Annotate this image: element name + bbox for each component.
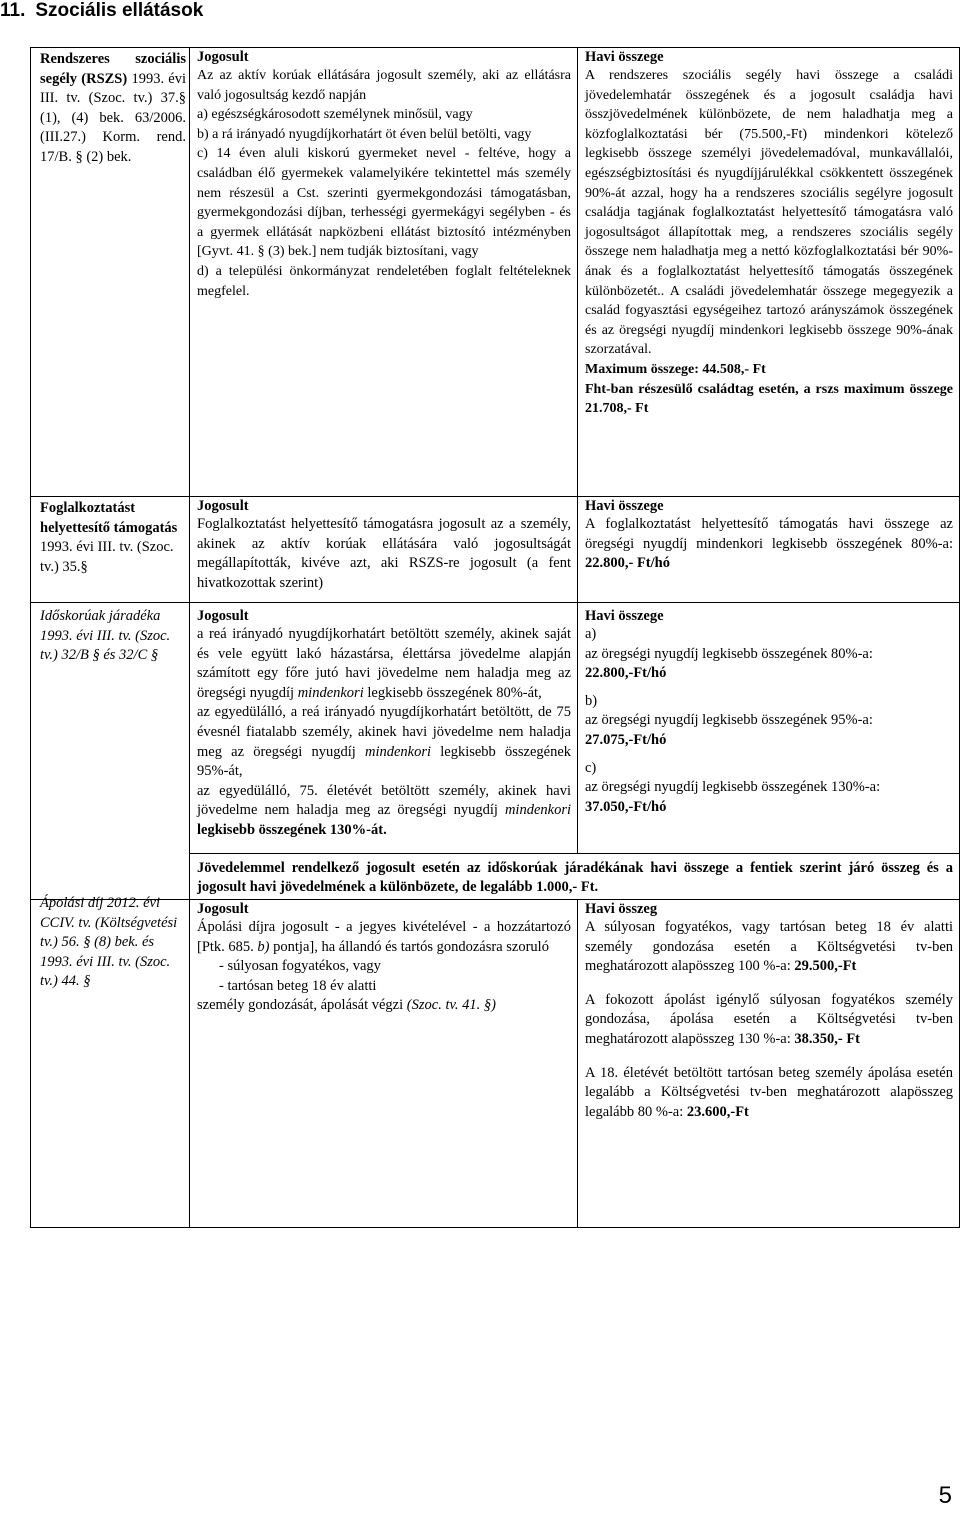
fht-title-cell xyxy=(31,497,190,603)
apolasi-jog-text-italic: b) xyxy=(257,938,270,955)
apolasi-jog-item1: - súlyosan fogyatékos, vagy xyxy=(219,958,381,975)
apolasi-havi-3-text: A 18. életévét betöltött tartósan beteg személy ápolása esetén legalább a Költségvetési tv-ben meghatározott alapösszeg legalább 80 %-a: xyxy=(585,1064,953,1120)
idoskoruak-jogosult-text xyxy=(190,625,577,841)
apolasi-havi-3 xyxy=(585,1064,953,1123)
table-row-rszs xyxy=(31,48,960,497)
apolasi-title: Ápolási díj xyxy=(40,895,104,911)
rszs-jog-a: a) egészségkárosodott személynek minősül, vagy xyxy=(197,107,473,123)
fht-jogosult-cell xyxy=(190,497,578,603)
fht-title: Foglalkoztatást helyettesítő támogatás xyxy=(40,500,178,536)
idoskoruak-span-note: Jövedelemmel rendelkező jogosult esetén az időskorúak járadékának havi összege a fentiek szerint járó összeg és a jogosult havi jövedelmének a különbözete, de legalább 1.000,- Ft. xyxy=(197,860,953,895)
spacer xyxy=(585,751,953,759)
apolasi-havi-1-amount: 29.500,-Ft xyxy=(794,958,857,975)
spacer xyxy=(585,684,953,692)
idoskoruak-jog-a-italic: mindenkori xyxy=(297,684,364,701)
apolasi-havi-header: Havi összeg xyxy=(585,901,658,917)
idoskoruak-jogosult-header: Jogosult xyxy=(197,608,249,624)
idoskoruak-title-cell xyxy=(31,603,190,854)
apolasi-havi-cell xyxy=(578,900,960,1228)
section-title: Szociális ellátások xyxy=(35,0,204,21)
fht-havi-amount: 22.800,- Ft/hó xyxy=(585,555,670,572)
fht-legal-ref: 1993. évi III. tv. (Szoc. tv.) 35.§ xyxy=(40,539,174,575)
rszs-havi-cell xyxy=(578,48,960,497)
idoskoruak-jog-a-end: legkisebb összegének 80%-át, xyxy=(367,684,542,701)
fht-jogosult-header: Jogosult xyxy=(197,498,249,514)
rszs-legal-ref: 1993. évi III. tv. (Szoc. tv.) 37.§ (1), (4) bek. 63/2006. (III.27.) Korm. rend. 17/B. § (2) bek. xyxy=(40,70,187,165)
idoskoruak-havi-c-text: az öregségi nyugdíj legkisebb összegének 130%-a: xyxy=(585,779,881,796)
fht-havi-text: A foglalkoztatást helyettesítő támogatás havi összege az öregségi nyugdíj mindenkori legkisebb összegének 80%-a: xyxy=(585,516,953,552)
apolasi-jog-ref: (Szoc. tv. 41. §) xyxy=(406,997,496,1014)
section-number: 11. xyxy=(0,0,26,21)
apolasi-title-block xyxy=(31,892,189,992)
apolasi-title-cell xyxy=(31,895,190,1228)
idoskoruak-havi-b-label: b) xyxy=(585,692,598,709)
rszs-jogosult-cell xyxy=(190,48,578,497)
rszs-jogosult-text xyxy=(190,66,577,301)
apolasi-jog-text2: pontja], ha állandó és tartós gondozásra szoruló xyxy=(273,938,549,955)
rszs-title-cell xyxy=(31,48,190,497)
idoskoruak-havi-c-amount: 37.050,-Ft/hó xyxy=(585,798,667,815)
idoskoruak-jog-b xyxy=(197,703,571,781)
apolasi-jog-main xyxy=(197,918,571,957)
idoskoruak-havi-cell xyxy=(578,603,960,854)
rszs-title-block xyxy=(31,48,189,167)
apolasi-jog-item2: - tartósan beteg 18 év alatti xyxy=(219,977,377,994)
fht-title-block xyxy=(31,497,189,577)
apolasi-jogosult-header: Jogosult xyxy=(197,901,249,917)
apolasi-jogosult-cell xyxy=(190,900,578,1228)
benefits-table xyxy=(30,47,960,1228)
table-row-apolasi xyxy=(31,900,960,1228)
table-row-fht xyxy=(31,497,960,603)
idoskoruak-havi-header: Havi összege xyxy=(585,608,664,624)
rszs-havi-header: Havi összege xyxy=(585,49,664,65)
idoskoruak-havi-b-amount: 27.075,-Ft/hó xyxy=(585,731,667,748)
apolasi-jog-text1: Ápolási díjra jogosult - a jegyes kivételével - a hozzátartozó [Ptk. 685. xyxy=(197,919,571,955)
idoskoruak-jog-b-italic: mindenkori xyxy=(365,743,432,760)
idoskoruak-havi-a-desc: az öregségi nyugdíj legkisebb összegének 80%-a: xyxy=(585,645,873,662)
apolasi-havi-2-text: A fokozott ápolást igénylő súlyosan fogyatékos személy gondozása, ápolása esetén a Költségvetési tv-ben meghatározott alapösszeg 130 %-a: xyxy=(585,991,953,1047)
rszs-title: Rendszeres szociális segély (RSZS) xyxy=(40,51,186,87)
idoskoruak-havi-b-text: az öregségi nyugdíj legkisebb összegének 95%-a: xyxy=(585,712,873,729)
idoskoruak-jog-c-italic: mindenkori xyxy=(504,802,571,819)
idoskoruak-note-cell xyxy=(190,854,960,900)
rszs-havi-text: A rendszeres szociális segély havi összege a családi jövedelemhatár összegének és a jogosult családja havi összjövedelmének különbözete, de nem haladhatja meg a közfoglalkoztatási bér (75.500,-Ft) mindenkori kötelező legkisebb összege személyi jövedelemadóval, munkavállalói, egészségbiztosítási és nyugdíjjárulékkal csökkentett összegének 90%-át azzal, hogy ha a rendszeres szociális segélyre jogosult családja tagjának foglalkoztatást helyettesítő támogatásra való jogosultságot állapítottak meg, a rendszeres szociális segély összege nem haladhatja meg a nettó közfoglalkoztatási bér 90%-ának és a foglalkoztatást helyettesítő támogatás összegének különbözetét.. A családi jövedelemhatár összege megegyezik a család fogyasztási egységeihez tartozó arányszámok összegének és az öregségi nyugdíj mindenkori legkisebb összege 90%-ának szorzatával. xyxy=(585,68,953,358)
idoskoruak-jog-c xyxy=(197,782,571,841)
idoskoruak-jog-b-text: az egyedülálló, a reá irányadó nyugdíjkorhatárt betöltött, de 75 évesnél fiatalabb személy, akinek havi jövedelme nem haladja meg az öregségi nyugdíj xyxy=(197,704,571,760)
page-number: 5 xyxy=(938,1482,952,1509)
fht-havi-header: Havi összege xyxy=(585,498,664,514)
apolasi-havi-1 xyxy=(585,918,953,977)
idoskoruak-havi-a-label: a) xyxy=(585,626,597,642)
rszs-jog-b: b) a rá irányadó nyugdíjkorhatárt öt éven belül betölti, vagy xyxy=(197,126,532,142)
idoskoruak-title-block xyxy=(31,603,189,666)
apolasi-jogosult-text xyxy=(190,918,577,1016)
rszs-havi-fht: Fht-ban részesülő családtag esetén, a rszs maximum összege 21.708,- Ft xyxy=(585,381,953,417)
idoskoruak-havi-a-text xyxy=(585,645,953,665)
idoskoruak-jogosult-cell xyxy=(190,603,578,854)
apolasi-legal-ref: 2012. évi CCIV. tv. (Költségvetési tv.) 56. § (8) bek. és 1993. évi III. tv. (Szoc. tv.) 44. § xyxy=(40,895,178,989)
rszs-jog-c: c) 14 éven aluli kiskorú gyermeket nevel - feltéve, hogy a családban élő gyermekek valamelyikére tekintettel más személy nem részesül a Cst. szerinti gyermekgondozási támogatásban, gyermekgondozási díjban, terhességi gyermekágyi segélyben - és a gyermek ellátását napközbeni ellátást biztosító intézményben [Gyvt. 41. § (3) bek.] nem tudják biztosítani, vagy xyxy=(197,146,571,260)
apolasi-jog-text3: személy gondozását, ápolását végzi xyxy=(197,997,404,1014)
idoskoruak-jog-c-end: legkisebb összegének 130%-át. xyxy=(197,821,387,838)
idoskoruak-legal-ref: 1993. évi III. tv. (Szoc. tv.) 32/B § és 32/C § xyxy=(40,627,171,663)
rszs-jogosult-header: Jogosult xyxy=(197,49,249,65)
idoskoruak-jog-a xyxy=(197,625,571,703)
spacer xyxy=(585,1050,953,1064)
rszs-havi-max: Maximum összege: 44.508,- Ft xyxy=(585,361,766,377)
table-row-idoskoruak xyxy=(31,603,960,854)
fht-havi-text-block xyxy=(578,515,959,574)
idoskoruak-havi-a-amount: 22.800,-Ft/hó xyxy=(585,665,667,682)
idoskoruak-havi-c-label: c) xyxy=(585,759,597,776)
rszs-havi-text-block xyxy=(578,66,959,419)
apolasi-havi-2 xyxy=(585,991,953,1050)
apolasi-havi-3-amount: 23.600,-Ft xyxy=(686,1103,749,1120)
apolasi-havi-1-text: A súlyosan fogyatékos, vagy tartósan beteg 18 év alatti személy gondozása esetén a Költségvetési tv-ben meghatározott alapösszeg 100 %-a: xyxy=(585,919,953,975)
fht-havi-cell xyxy=(578,497,960,603)
idoskoruak-title: Időskorúak járadéka xyxy=(40,608,161,624)
apolasi-jog-end xyxy=(197,996,571,1016)
apolasi-havi-block xyxy=(578,918,959,1122)
idoskoruak-jog-c-text: az egyedülálló, 75. életévét betöltött személy, akinek havi jövedelme nem haladja meg az öregségi nyugdíj xyxy=(197,782,571,819)
idoskoruak-jog-a-text: a reá irányadó nyugdíjkorhatárt betöltött személy, akinek saját és vele együtt lakó házastársa, élettársa jövedelme alapján számított egy főre jutó havi jövedelme nem haladja meg az öregségi nyugdíj xyxy=(197,626,571,701)
fht-jogosult-text: Foglalkoztatást helyettesítő támogatásra jogosult az a személy, akinek az aktív korúak ellátására való jogosultságát megállapították, kivéve azt, aki RSZS-re jogosult (a fent hivatkozottak szerint) xyxy=(197,516,571,591)
spacer xyxy=(585,977,953,991)
rszs-jog-intro: Az az aktív korúak ellátására jogosult személy, aki az ellátásra való jogosultság kezdő napján xyxy=(197,68,571,103)
idoskoruak-jog-b-end: legkisebb összegének 95%-át, xyxy=(197,743,572,780)
idoskoruak-havi-block xyxy=(578,625,959,817)
apolasi-havi-2-amount: 38.350,- Ft xyxy=(794,1030,861,1047)
rszs-jog-d: d) a települési önkormányzat rendeletében foglalt feltételeknek megfelel. xyxy=(197,263,571,299)
section-heading xyxy=(0,0,203,22)
